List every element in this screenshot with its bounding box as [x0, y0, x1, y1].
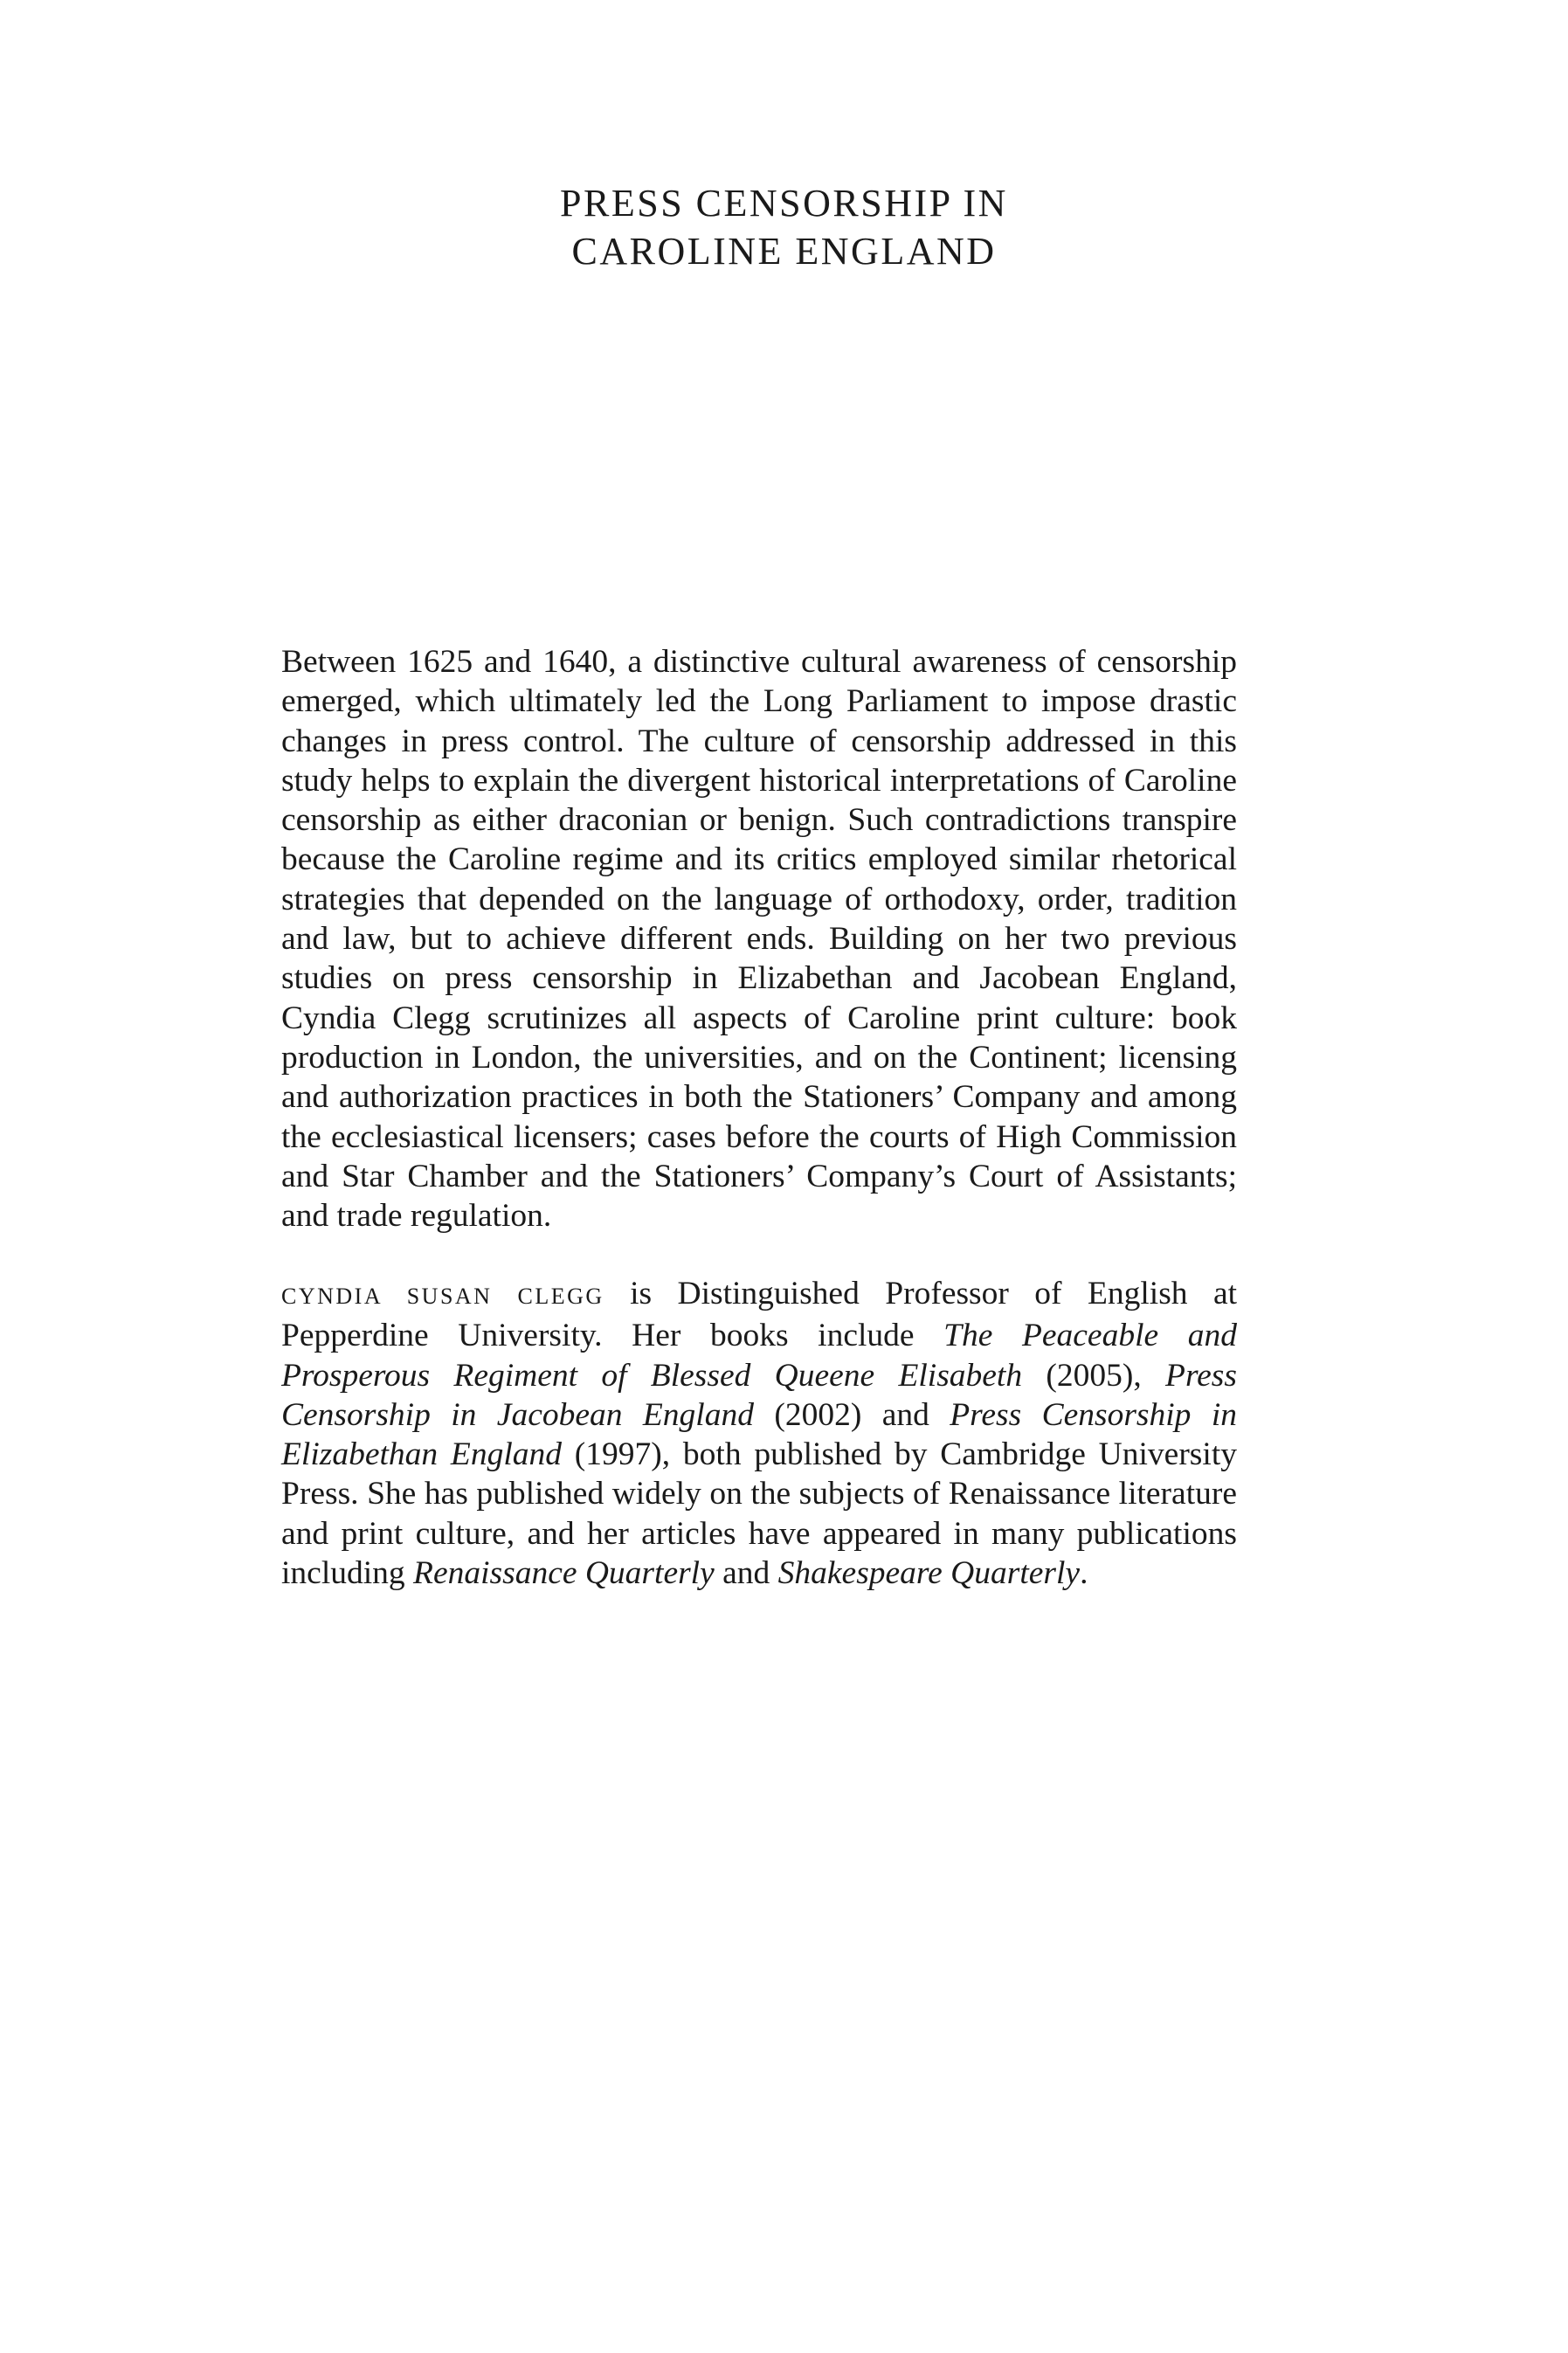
title-line-2: CAROLINE ENGLAND — [571, 230, 997, 273]
book-title-3: Press Censorship in Elizabethan England — [281, 1396, 1237, 1473]
page-title — [0, 179, 1568, 275]
title-line-1: PRESS CENSORSHIP IN — [560, 182, 1008, 225]
author-name: CYNDIA SUSAN CLEGG — [281, 1284, 604, 1309]
author-bio — [281, 1274, 1237, 1593]
journal-title-2: Shakespeare Quarterly — [777, 1555, 1081, 1592]
bio-text-6: . — [1080, 1555, 1088, 1592]
bio-text-2: (2005), — [1022, 1357, 1166, 1394]
bio-text-3: (2002) and — [753, 1396, 950, 1433]
book-title-1: The Peaceable and Prosperous Regiment of Blessed Queene Elisabeth — [281, 1318, 1237, 1394]
bio-text-1: is Distinguished Professor of English at Pepperdine University. Her books include — [281, 1276, 1238, 1354]
bio-text-4: (1997), both published by Cambridge University Press. She has published widely on the subjects of Renaissance literature and print culture, and her articles have appeared in many publications including — [281, 1436, 1237, 1592]
book-description: Between 1625 and 1640, a distinctive cultural awareness of censorship emerged, which ultimately led the Long Parliament to impose drastic changes in press control. The culture of censorship addressed in this study helps to explain the divergent historical interpretations of Caroline censorship as either draconian or benign. Such contradictions transpire because the Caroline regime and its critics employed similar rhetorical strategies that depended on the language of orthodoxy, order, tradition and law, but to achieve different ends. Building on her two previous studies on press censorship in Elizabethan and Jacobean England, Cyndia Clegg scrutinizes all aspects of Caroline print culture: book production in London, the universities, and on the Continent; licensing and authorization practices in both the Stationers’ Company and among the ecclesiastical licensers; cases before the courts of High Commission and Star Chamber and the Stationers’ Company’s Court of Assistants; and trade regulation. — [281, 644, 1237, 1235]
book-title-2: Press Censorship in Jacobean England — [281, 1357, 1237, 1433]
journal-title-1: Renaissance Quarterly — [413, 1555, 715, 1592]
bio-text-5: and — [714, 1555, 778, 1592]
